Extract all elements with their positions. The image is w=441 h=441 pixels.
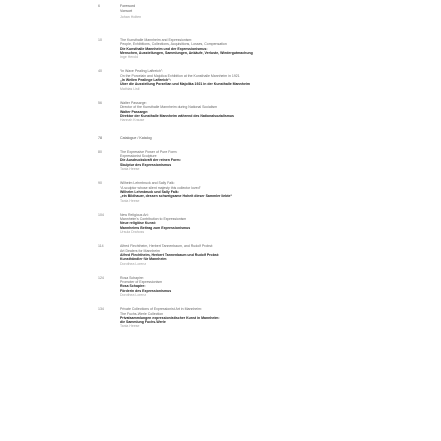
- subtitle-german: Direktor der Kunsthalle Mannheim während des Nationalsozialismus: [120, 113, 234, 118]
- entry-body: [120, 276, 348, 297]
- entry-author: Tania Heese: [120, 167, 140, 172]
- subtitle-english: The Fuchs-Werle Collection: [120, 311, 164, 316]
- page-number: 10: [98, 38, 102, 42]
- page-number: 40: [98, 69, 102, 74]
- subtitle-english: People, Exhibitions, Collections, Acquisitions, Losses, Compensation: [120, 42, 227, 47]
- entry-title: Foreword: [120, 4, 136, 8]
- page-number: 124: [98, 275, 104, 280]
- page-number: 6: [98, 4, 100, 8]
- title-german: „In Wellen Pealinge Laftreich“:: [120, 78, 172, 83]
- entry-author: Inge Herold: [120, 55, 139, 60]
- subtitle-english: Promoter of Expressionism: [120, 280, 163, 285]
- toc-entry: [98, 101, 348, 122]
- toc-entry: [98, 307, 348, 328]
- title-english: Private Collections of Expressionist Art in Mannheim:: [120, 307, 202, 312]
- entry-author: Tania Heese: [120, 324, 140, 329]
- toc-entry: [98, 181, 348, 202]
- entry-body: [120, 150, 348, 171]
- title-german: Privatsammlungen expressionistischer Kunst in Mannheim:: [120, 315, 220, 320]
- title-german: Alfred Flechtheim, Herbert Tannenbaum und Rudolf Probst:: [120, 252, 220, 257]
- title-german: Walter Passarge:: [120, 109, 149, 114]
- subtitle-german: Kunsthändler für Mannheim: [120, 257, 167, 262]
- catalogue-heading: [98, 136, 348, 140]
- toc-entry: [98, 38, 348, 59]
- page-number: 114: [98, 244, 104, 249]
- entry-author: Hannah Krause: [120, 118, 145, 123]
- title-english: Wilhelm Lehmbruck and Sally Falk:: [120, 181, 175, 186]
- subtitle-english: Expressionist Sculpture: [120, 154, 157, 159]
- entry-author: Dorothea Lorenz: [120, 292, 147, 297]
- toc-entry: [98, 69, 348, 90]
- title-english: Rosa Schapire:: [120, 275, 144, 280]
- toc-entry: [98, 276, 348, 297]
- subtitle-german: „ein Bildhauer, dessen schweigsame Hoheit dieser Sammler liebte“: [120, 194, 233, 199]
- title-german: Die Kunsthalle Mannheim und der Expressionismus:: [120, 46, 208, 51]
- title-german: Rosa Schapire:: [120, 284, 146, 289]
- front-matter: [98, 4, 141, 19]
- subtitle-german: Förderin des Expressionismus: [120, 288, 172, 293]
- page-number: 56: [98, 100, 102, 105]
- title-english: New Religious Art:: [120, 212, 149, 217]
- page-number: 80: [98, 149, 102, 154]
- title-german: Neue religiöse Kunst:: [120, 221, 156, 226]
- entry-body: [120, 244, 348, 265]
- subtitle-english: On the Porcelain and Majolica Exhibition at the Kunsthalle Mannheim in 1921: [120, 73, 240, 78]
- entry-body: [120, 101, 348, 122]
- subtitle-german: Über die Ausstellung Porzellan und Majolika 1921 in der Kunsthalle Mannheim: [120, 82, 250, 87]
- entry-author: Tania Heese: [120, 198, 140, 203]
- title-english: Alfred Flechtheim, Herbert Tannenbaum, and Rudolf Probst:: [120, 244, 213, 249]
- subtitle-german: die Sammlung Fuchs-Werle: [120, 320, 166, 325]
- entry-author: Dorothea Lorenz: [120, 261, 147, 266]
- entry-body: [120, 307, 348, 328]
- title-german: Wilhelm Lehmbruck und Sally Falk:: [120, 189, 179, 194]
- contents-list: [98, 38, 348, 329]
- toc-entry: [98, 213, 348, 234]
- entry-body: [120, 181, 348, 202]
- section-title: Catalogue / Katalog: [120, 136, 152, 141]
- title-english: The Expressive Power of Pure Form:: [120, 149, 178, 154]
- title-english: The Kunsthalle Mannheim and Expressionism:: [120, 38, 193, 42]
- entry-body: [120, 213, 348, 234]
- subtitle-english: Art Dealers for Mannheim: [120, 248, 160, 253]
- title-german: Die Ausdruckskraft der reinen Form:: [120, 158, 181, 163]
- subtitle-english: “A sculptor whose silent majesty this collector loved”: [120, 185, 201, 190]
- page-number: 134: [98, 307, 104, 312]
- entry-subtitle: Vorwort: [120, 9, 133, 14]
- page-number: 78: [98, 136, 102, 141]
- subtitle-german: Mannheims Beitrag zum Expressionismus: [120, 225, 191, 230]
- toc-entry: [98, 150, 348, 171]
- title-english: Walter Passarge:: [120, 100, 147, 105]
- entry-author: Mathias Listl: [120, 86, 140, 91]
- subtitle-english: Mannheim's Contribution to Expressionism: [120, 217, 187, 222]
- entry-author: Johan Holten: [120, 14, 142, 19]
- entry-author: Ursula Drahoss: [120, 230, 145, 235]
- page-number: 90: [98, 181, 102, 186]
- subtitle-english: Director of the Kunsthalle Mannheim during National Socialism: [120, 105, 218, 110]
- title-english: “In Wave Pealing Laftreich”:: [120, 69, 164, 74]
- entry-body: [120, 38, 348, 59]
- entry-body: [120, 69, 348, 90]
- toc-entry: [98, 244, 348, 265]
- page-number: 104: [98, 212, 104, 217]
- subtitle-german: Menschen, Ausstellungen, Sammlungen, Ankäufe, Verluste, Wiedergutmachung: [120, 50, 253, 55]
- subtitle-german: Skulptur des Expressionismus: [120, 162, 172, 167]
